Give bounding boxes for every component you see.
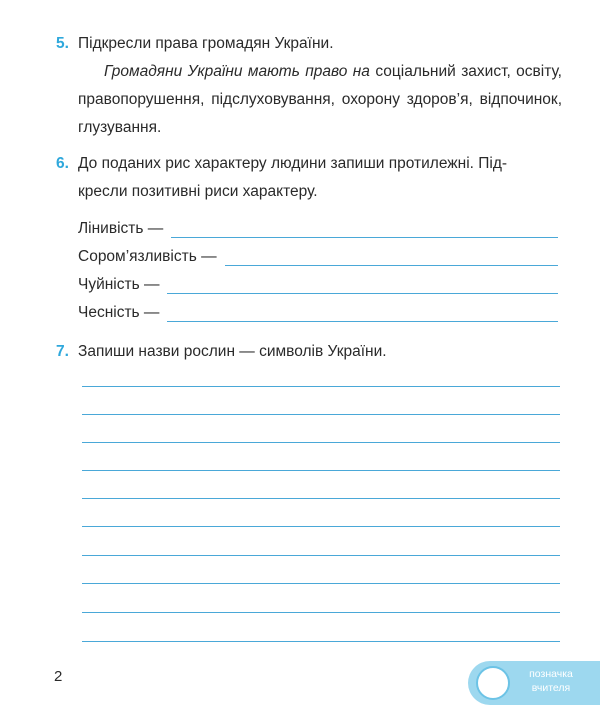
answer-line[interactable]: [225, 249, 558, 266]
writing-line[interactable]: [82, 470, 560, 471]
task-number: 6.: [56, 155, 69, 172]
task-7: [56, 338, 562, 366]
teacher-mark-label: [514, 667, 588, 695]
task-prompt: Підкресли права громадян України.: [78, 35, 334, 52]
writing-line[interactable]: [82, 386, 560, 387]
answer-row: [78, 242, 558, 266]
teacher-mark-line1: позначка: [529, 668, 573, 680]
task-number: 5.: [56, 35, 69, 52]
writing-line[interactable]: [82, 414, 560, 415]
task-5-paragraph: [56, 58, 562, 142]
task-number: 7.: [56, 343, 69, 360]
task-5: [56, 30, 562, 142]
writing-line[interactable]: [82, 555, 560, 556]
writing-line[interactable]: [82, 583, 560, 584]
task-prompt-line1: До поданих рис характеру людини запиши протилежні. Під-: [78, 155, 508, 172]
answer-line[interactable]: [171, 221, 558, 238]
task-6-header: [56, 150, 562, 178]
writing-line[interactable]: [82, 498, 560, 499]
answer-line[interactable]: [167, 305, 558, 322]
italic-lead: Громадяни України мають право на: [104, 63, 370, 80]
task-5-header: [56, 30, 562, 58]
writing-line[interactable]: [82, 641, 560, 642]
trait-label: Сором’язливість —: [78, 248, 217, 265]
answer-row: [78, 298, 558, 322]
answer-row: [78, 270, 558, 294]
rights-list: соціальний захист, освіту, правопорушення, підслуховування, охорону здоров’я, відпочинок, глузування.: [78, 63, 562, 136]
writing-line[interactable]: [82, 612, 560, 613]
writing-line[interactable]: [82, 526, 560, 527]
teacher-mark-line2: вчителя: [531, 682, 571, 694]
task-6: [56, 150, 562, 206]
task-prompt-line2: кресли позитивні риси характеру.: [78, 183, 318, 200]
answer-line[interactable]: [167, 277, 558, 294]
page-number: 2: [54, 668, 63, 685]
answer-row: [78, 214, 558, 238]
writing-line[interactable]: [82, 442, 560, 443]
teacher-mark-badge: [468, 661, 600, 705]
trait-label: Чесність —: [78, 304, 160, 321]
trait-label: Лінивість —: [78, 220, 164, 237]
trait-label: Чуйність —: [78, 276, 160, 293]
mark-circle[interactable]: [476, 666, 510, 700]
task-prompt: Запиши назви рослин — символів України.: [78, 343, 387, 360]
